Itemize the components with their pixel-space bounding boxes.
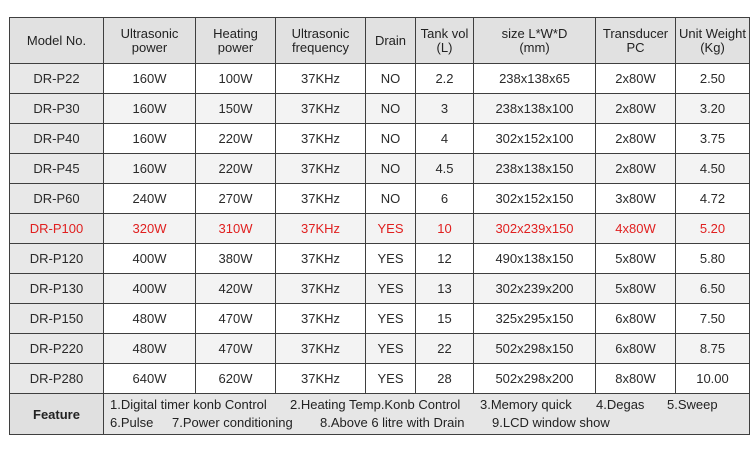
header-drain: Drain <box>366 18 416 64</box>
header-row <box>10 18 750 64</box>
drain-cell: YES <box>366 244 416 274</box>
table-row <box>10 304 750 334</box>
header-transducer: Transducer PC <box>596 18 676 64</box>
feature-item: 7.Power conditioning <box>172 415 293 430</box>
table-row <box>10 64 750 94</box>
transducer-cell: 5x80W <box>596 244 676 274</box>
size-cell: 302x152x150 <box>474 184 596 214</box>
drain-cell: NO <box>366 184 416 214</box>
tank-vol-cell: 4.5 <box>416 154 474 184</box>
tank-vol-cell: 12 <box>416 244 474 274</box>
model-cell: DR-P22 <box>10 64 104 94</box>
weight-cell: 7.50 <box>676 304 750 334</box>
table-row <box>10 364 750 394</box>
spec-table <box>9 17 750 435</box>
table-row <box>10 94 750 124</box>
frequency-cell: 37KHz <box>276 124 366 154</box>
size-cell: 325x295x150 <box>474 304 596 334</box>
size-cell: 502x298x150 <box>474 334 596 364</box>
tank-vol-cell: 13 <box>416 274 474 304</box>
tank-vol-cell: 4 <box>416 124 474 154</box>
feature-item: 3.Memory quick <box>480 397 572 412</box>
model-cell: DR-P120 <box>10 244 104 274</box>
weight-cell: 4.72 <box>676 184 750 214</box>
feature-item: 9.LCD window show <box>492 415 610 430</box>
feature-row <box>10 394 750 435</box>
tank-vol-cell: 10 <box>416 214 474 244</box>
frequency-cell: 37KHz <box>276 274 366 304</box>
feature-label: Feature <box>10 394 104 435</box>
ultrasonic-power-cell: 640W <box>104 364 196 394</box>
weight-cell: 8.75 <box>676 334 750 364</box>
ultrasonic-power-cell: 480W <box>104 334 196 364</box>
model-cell: DR-P40 <box>10 124 104 154</box>
header-model: Model No. <box>10 18 104 64</box>
ultrasonic-power-cell: 240W <box>104 184 196 214</box>
table-row <box>10 154 750 184</box>
tank-vol-cell: 6 <box>416 184 474 214</box>
transducer-cell: 3x80W <box>596 184 676 214</box>
header-unit-weight: Unit Weight (Kg) <box>676 18 750 64</box>
frequency-cell: 37KHz <box>276 364 366 394</box>
model-cell: DR-P60 <box>10 184 104 214</box>
frequency-cell: 37KHz <box>276 244 366 274</box>
header-heating-power: Heating power <box>196 18 276 64</box>
heating-power-cell: 620W <box>196 364 276 394</box>
tank-vol-cell: 22 <box>416 334 474 364</box>
size-cell: 238x138x65 <box>474 64 596 94</box>
ultrasonic-power-cell: 400W <box>104 274 196 304</box>
transducer-cell: 2x80W <box>596 64 676 94</box>
tank-vol-cell: 28 <box>416 364 474 394</box>
tank-vol-cell: 15 <box>416 304 474 334</box>
drain-cell: YES <box>366 334 416 364</box>
feature-list <box>104 394 750 435</box>
table-row <box>10 244 750 274</box>
size-cell: 490x138x150 <box>474 244 596 274</box>
transducer-cell: 2x80W <box>596 154 676 184</box>
table-row <box>10 124 750 154</box>
transducer-cell: 6x80W <box>596 304 676 334</box>
model-cell: DR-P280 <box>10 364 104 394</box>
drain-cell: NO <box>366 64 416 94</box>
heating-power-cell: 470W <box>196 334 276 364</box>
frequency-cell: 37KHz <box>276 334 366 364</box>
ultrasonic-power-cell: 160W <box>104 124 196 154</box>
feature-item: 5.Sweep <box>667 397 718 412</box>
heating-power-cell: 150W <box>196 94 276 124</box>
ultrasonic-power-cell: 320W <box>104 214 196 244</box>
heating-power-cell: 470W <box>196 304 276 334</box>
frequency-cell: 37KHz <box>276 64 366 94</box>
heating-power-cell: 220W <box>196 124 276 154</box>
heating-power-cell: 380W <box>196 244 276 274</box>
size-cell: 238x138x100 <box>474 94 596 124</box>
drain-cell: NO <box>366 124 416 154</box>
table-row <box>10 214 750 244</box>
size-cell: 302x239x150 <box>474 214 596 244</box>
drain-cell: NO <box>366 94 416 124</box>
ultrasonic-power-cell: 160W <box>104 94 196 124</box>
transducer-cell: 4x80W <box>596 214 676 244</box>
ultrasonic-power-cell: 160W <box>104 154 196 184</box>
feature-line-2 <box>104 414 749 432</box>
feature-item: 6.Pulse <box>110 415 154 430</box>
drain-cell: NO <box>366 154 416 184</box>
size-cell: 302x152x100 <box>474 124 596 154</box>
table-row <box>10 274 750 304</box>
heating-power-cell: 220W <box>196 154 276 184</box>
transducer-cell: 8x80W <box>596 364 676 394</box>
weight-cell: 10.00 <box>676 364 750 394</box>
ultrasonic-power-cell: 400W <box>104 244 196 274</box>
model-cell: DR-P150 <box>10 304 104 334</box>
tank-vol-cell: 3 <box>416 94 474 124</box>
frequency-cell: 37KHz <box>276 304 366 334</box>
frequency-cell: 37KHz <box>276 94 366 124</box>
weight-cell: 6.50 <box>676 274 750 304</box>
tank-vol-cell: 2.2 <box>416 64 474 94</box>
model-cell: DR-P130 <box>10 274 104 304</box>
weight-cell: 3.75 <box>676 124 750 154</box>
model-cell: DR-P45 <box>10 154 104 184</box>
frequency-cell: 37KHz <box>276 184 366 214</box>
table-row <box>10 334 750 364</box>
frequency-cell: 37KHz <box>276 214 366 244</box>
drain-cell: YES <box>366 364 416 394</box>
transducer-cell: 5x80W <box>596 274 676 304</box>
header-size: size L*W*D (mm) <box>474 18 596 64</box>
transducer-cell: 6x80W <box>596 334 676 364</box>
frequency-cell: 37KHz <box>276 154 366 184</box>
ultrasonic-power-cell: 160W <box>104 64 196 94</box>
feature-line-1 <box>104 396 749 414</box>
feature-item: 4.Degas <box>596 397 645 412</box>
table-row <box>10 184 750 214</box>
header-tank-vol: Tank vol (L) <box>416 18 474 64</box>
header-ultrasonic-frequency: Ultrasonic frequency <box>276 18 366 64</box>
model-cell: DR-P30 <box>10 94 104 124</box>
heating-power-cell: 420W <box>196 274 276 304</box>
heating-power-cell: 270W <box>196 184 276 214</box>
ultrasonic-power-cell: 480W <box>104 304 196 334</box>
size-cell: 302x239x200 <box>474 274 596 304</box>
drain-cell: YES <box>366 274 416 304</box>
weight-cell: 5.20 <box>676 214 750 244</box>
model-cell: DR-P220 <box>10 334 104 364</box>
heating-power-cell: 310W <box>196 214 276 244</box>
heating-power-cell: 100W <box>196 64 276 94</box>
size-cell: 502x298x200 <box>474 364 596 394</box>
feature-item: 1.Digital timer konb Control <box>110 397 267 412</box>
model-cell: DR-P100 <box>10 214 104 244</box>
drain-cell: YES <box>366 214 416 244</box>
weight-cell: 4.50 <box>676 154 750 184</box>
feature-item: 2.Heating Temp.Konb Control <box>290 397 461 412</box>
size-cell: 238x138x150 <box>474 154 596 184</box>
weight-cell: 3.20 <box>676 94 750 124</box>
header-ultrasonic-power: Ultrasonic power <box>104 18 196 64</box>
transducer-cell: 2x80W <box>596 124 676 154</box>
transducer-cell: 2x80W <box>596 94 676 124</box>
drain-cell: YES <box>366 304 416 334</box>
weight-cell: 2.50 <box>676 64 750 94</box>
weight-cell: 5.80 <box>676 244 750 274</box>
feature-item: 8.Above 6 litre with Drain <box>320 415 465 430</box>
